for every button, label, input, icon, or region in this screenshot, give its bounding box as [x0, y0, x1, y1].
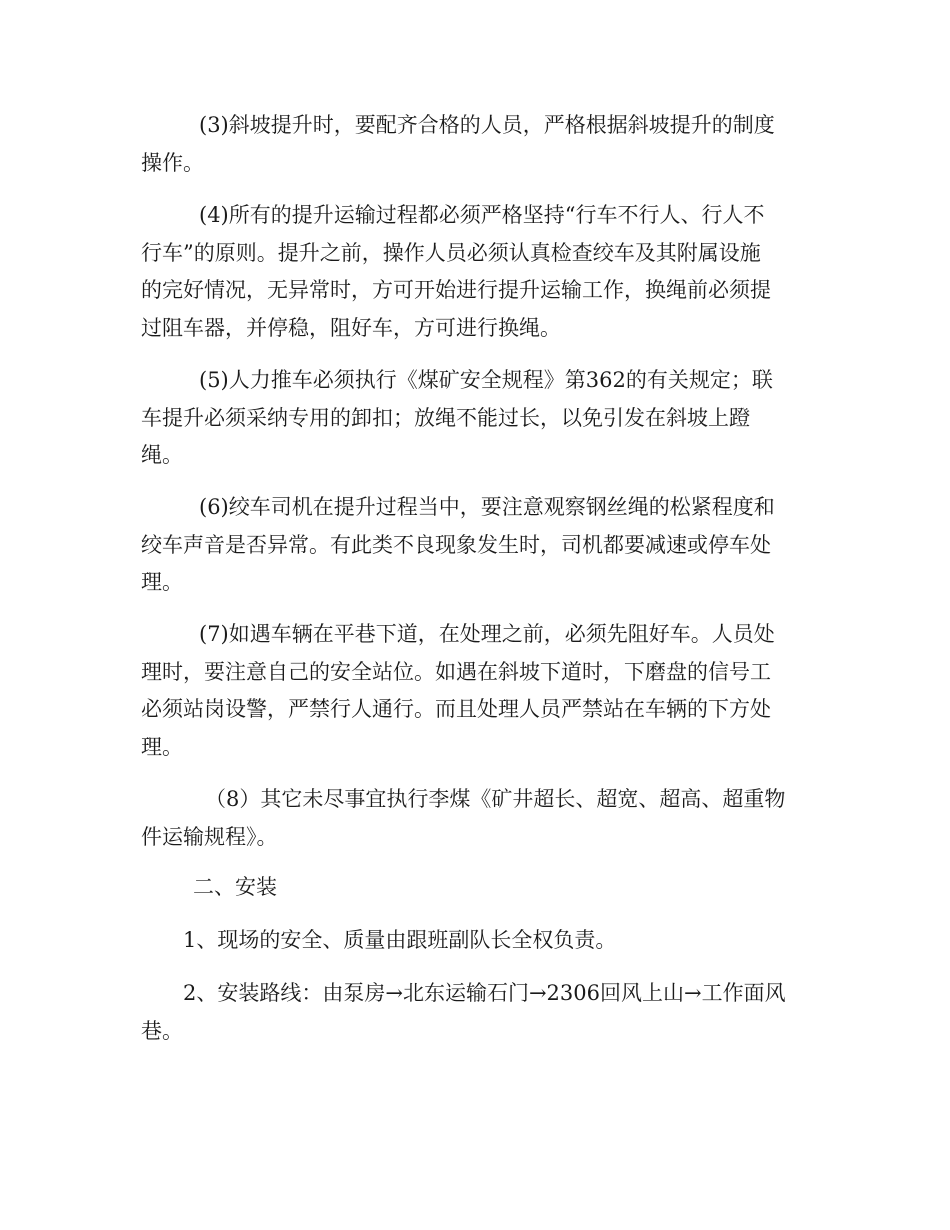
- paragraph-7: [141, 616, 811, 766]
- text-line: 理时，要注意自己的安全站位。如遇在斜坡下道时，下磨盘的信号工: [141, 659, 771, 684]
- install-item-2: [141, 975, 811, 1050]
- text-line: (3)斜坡提升时，要配齐合格的人员，严格根据斜坡提升的制度: [199, 113, 775, 137]
- text-line: (5)人力推车必须执行《煤矿安全规程》第362的有关规定；联: [199, 368, 773, 392]
- text-line: 绳。: [141, 443, 183, 467]
- text-line: 巷。: [141, 1018, 183, 1043]
- paragraph-4: [141, 197, 811, 347]
- section-heading-install: [141, 869, 811, 907]
- text-line: 车提升必须采纳专用的卸扣；放绳不能过长，以免引发在斜坡上蹬: [141, 405, 750, 430]
- paragraph-5: [141, 362, 811, 475]
- text-line: 操作。: [141, 150, 204, 175]
- text-line: 件运输规程》。: [141, 824, 278, 849]
- text-line: (4)所有的提升运输过程都必须严格坚持“行车不行人、行人不: [199, 203, 765, 227]
- paragraph-8: [141, 781, 811, 856]
- text-line: 理。: [141, 570, 183, 594]
- text-line: 行车”的原则。提升之前，操作人员必须认真检查绞车及其附属设施: [141, 240, 761, 265]
- install-item-1: [141, 922, 811, 960]
- text-line: 理。: [141, 734, 183, 759]
- section-heading-text: 二、安装: [193, 875, 277, 899]
- text-line: 过阻车器，并停稳，阻好车，方可进行换绳。: [141, 315, 561, 340]
- text-line: 2、安装路线：由泵房→北东运输石门→2306回风上山→工作面风: [183, 981, 786, 1005]
- paragraph-3: [141, 107, 811, 182]
- text-line: 的完好情况，无异常时，方可开始进行提升运输工作，换绳前必须提: [141, 278, 771, 302]
- text-line: 绞车声音是否异常。有此类不良现象发生时，司机都要减速或停车处: [141, 532, 771, 557]
- text-line: (7)如遇车辆在平巷下道，在处理之前，必须先阻好车。人员处: [199, 622, 775, 646]
- text-line: (6)绞车司机在提升过程当中，要注意观察钢丝绳的松紧程度和: [199, 495, 775, 519]
- text-line: 必须站岗设警，严禁行人通行。而且处理人员严禁站在车辆的下方处: [141, 697, 771, 721]
- paragraph-6: [141, 489, 811, 602]
- text-line: 1、现场的安全、质量由跟班副队长全权负责。: [183, 928, 617, 952]
- text-line: （8）其它未尽事宜执行李煤《矿井超长、超宽、超高、超重物: [205, 787, 786, 811]
